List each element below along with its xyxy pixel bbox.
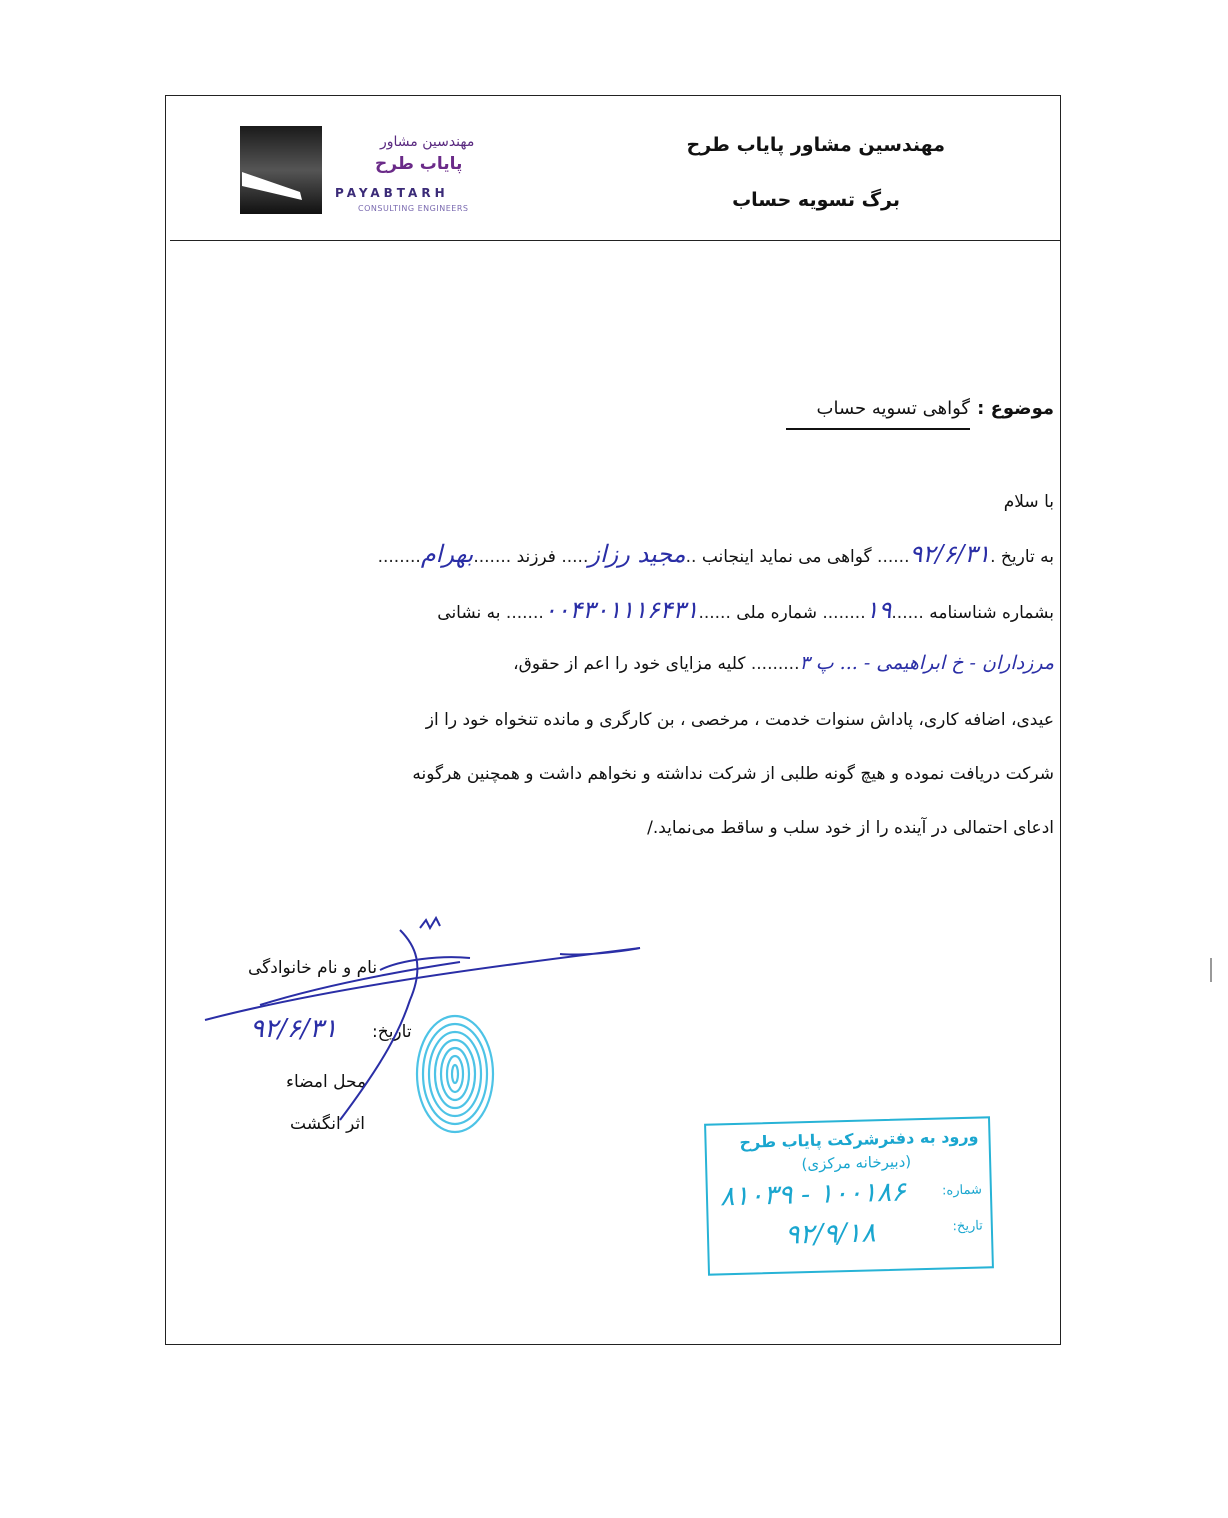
registration-stamp <box>704 1116 994 1275</box>
logo-english-name: PAYABTARH <box>335 186 449 200</box>
body-line-5: شرکت دریافت نموده و هیچ گونه طلبی از شرکت نداشته و نخواهم داشت و همچنین هرگونه <box>412 764 1054 784</box>
text-date-prefix: به تاریخ <box>1000 547 1054 567</box>
stamp-date-label: تاریخ: <box>952 1218 984 1235</box>
body-line-3: مرزداران - خ ابراهیمی - ... پ ۳......... کلیه مزایای خود را اعم از حقوق، <box>513 652 1054 674</box>
handwritten-name: مجید رزاز <box>588 540 686 568</box>
date-label: تاریخ: <box>372 1022 412 1042</box>
name-label: نام و نام خانوادگی <box>248 958 378 978</box>
stamp-title: ورود به دفترشرکت پایاب طرح <box>739 1126 979 1152</box>
handwritten-sign-date: ۹۲/۶/۳۱ <box>250 1014 338 1044</box>
subject-underline <box>786 428 970 430</box>
body-line-4: عیدی، اضافه کاری، پاداش سنوات خدمت ، مرخصی ، بن کارگری و مانده تنخواه خود را از <box>425 710 1054 730</box>
company-logo-icon <box>240 126 322 214</box>
body-line-2: بشماره شناسنامه ......۱۹........ شماره ملی ......۰۰۴۳۰۱۱۱۶۴۳۱....... به نشانی <box>437 596 1054 624</box>
text-certify: گواهی می نماید اینجانب <box>701 547 872 567</box>
text-national-id: شماره ملی <box>736 603 817 623</box>
company-name: مهندسین مشاور پایاب طرح <box>686 134 945 156</box>
form-title: برگ تسویه حساب <box>732 189 900 211</box>
text-child-of: فرزند <box>516 547 556 567</box>
fingerprint-label: اثر انگشت <box>290 1114 365 1134</box>
subject-label: موضوع : <box>977 398 1054 419</box>
text-id-prefix: بشماره شناسنامه <box>929 603 1054 623</box>
body-line-6: ادعای احتمالی در آینده را از خود سلب و ساقط می‌نماید./ <box>647 818 1054 838</box>
scan-mark <box>1210 958 1212 982</box>
stamp-number-value: ۱۰۰۱۸۶ - ۸۱۰۳۹ <box>719 1176 907 1213</box>
handwritten-date: ۹۲/۶/۳۱ <box>909 540 991 568</box>
signature-place-label: محل امضاء <box>286 1072 367 1092</box>
logo-tagline: CONSULTING ENGINEERS <box>358 204 469 213</box>
stamp-subtitle: (دبیرخانه مرکزی) <box>801 1152 912 1174</box>
text-address-prefix: به نشانی <box>437 603 501 623</box>
handwritten-address: مرزداران - خ ابراهیمی - ... پ ۳ <box>799 652 1054 674</box>
text-benefits: کلیه مزایای خود را اعم از حقوق، <box>513 654 746 674</box>
stamp-number-label: شماره: <box>941 1182 983 1199</box>
signature-icon <box>200 910 650 1130</box>
subject-text: گواهی تسویه حساب <box>816 398 970 419</box>
handwritten-id-number: ۱۹ <box>865 596 892 624</box>
logo-persian-name: پایاب طرح <box>375 154 463 174</box>
handwritten-father: بهرام <box>420 540 474 568</box>
handwritten-national-id: ۰۰۴۳۰۱۱۱۶۴۳۱ <box>543 596 699 624</box>
stamp-date-value: ۹۲/۹/۱۸ <box>784 1217 877 1251</box>
greeting: با سلام <box>1003 492 1054 512</box>
body-line-1: به تاریخ .۹۲/۶/۳۱...... گواهی می نماید اینجانب ..مجید رزاز..... فرزند .......بهرام........ <box>377 540 1054 568</box>
letterhead <box>170 96 1060 241</box>
logo-persian-small: مهندسین مشاور <box>380 134 475 150</box>
